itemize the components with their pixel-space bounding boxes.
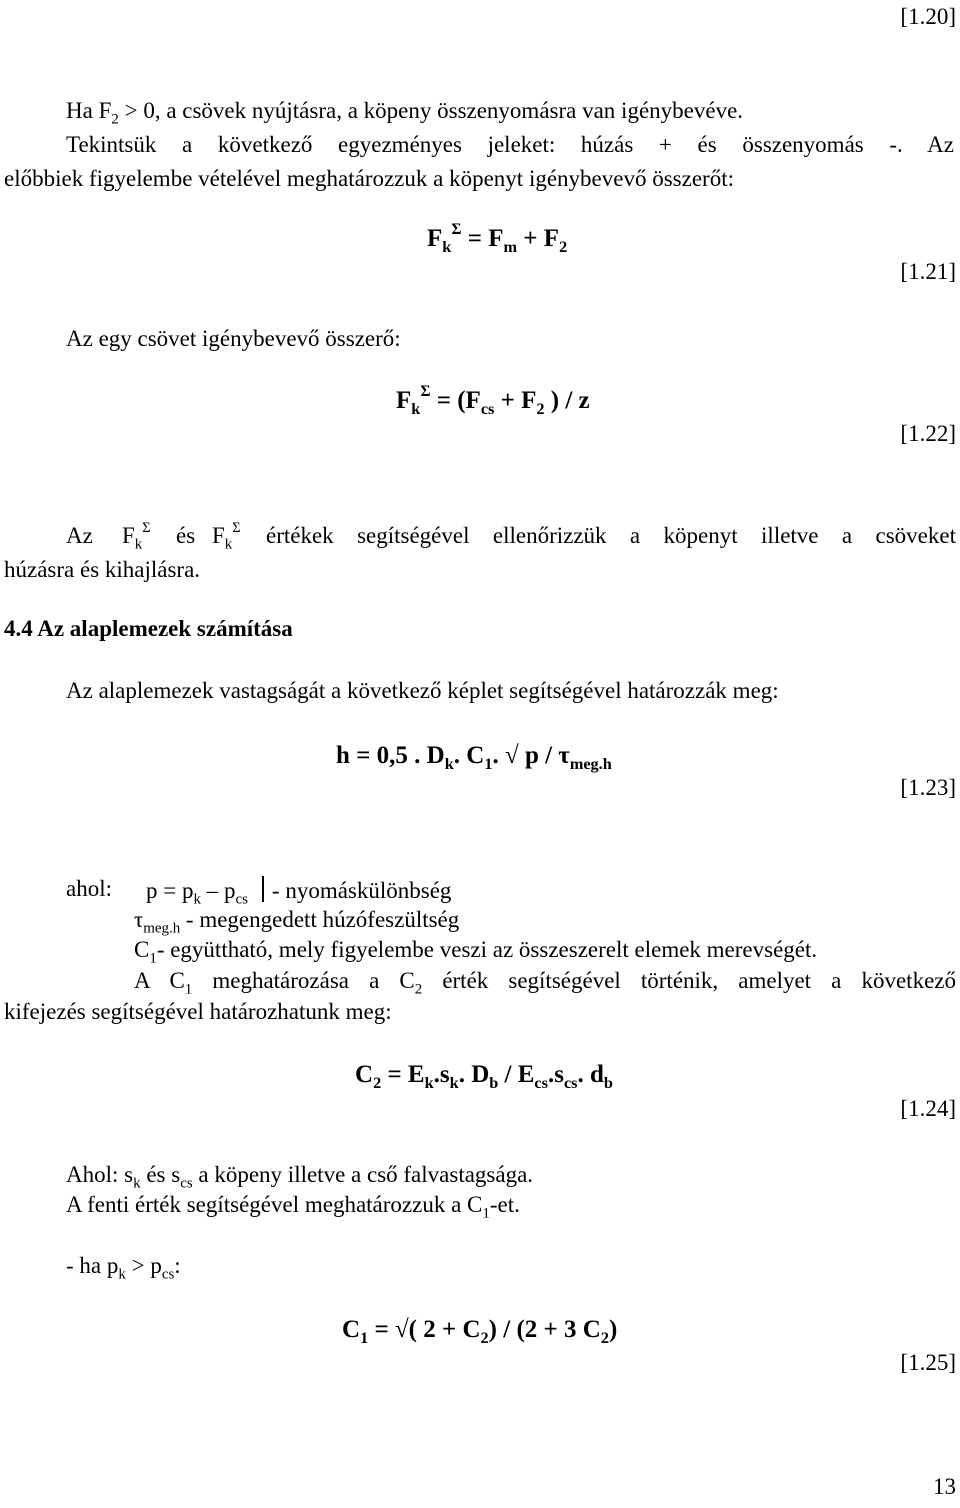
superscript: Σ — [142, 520, 151, 537]
formula-1-22 — [396, 383, 590, 418]
subscript: 1 — [360, 1329, 369, 1347]
text-run: - megengedett húzófeszültség — [180, 907, 460, 932]
paragraph-line — [66, 98, 744, 128]
subscript: k — [224, 536, 233, 553]
subscript: 2 — [559, 238, 568, 256]
formula-text: / E — [498, 1061, 535, 1088]
subscript: k — [133, 1175, 141, 1192]
formula-text: ( 2 + C — [408, 1316, 481, 1343]
definition-p — [146, 876, 452, 908]
formula-1-21 — [427, 221, 568, 256]
text-run: meghatározása a C — [192, 968, 415, 993]
formula-text: F — [427, 225, 443, 252]
formula-text: + F — [494, 387, 537, 414]
definitions-label: ahol: — [66, 876, 112, 901]
subscript: 2 — [111, 111, 119, 128]
subscript: 2 — [414, 981, 423, 998]
superscript: Σ — [420, 383, 431, 401]
text-run: – p — [200, 878, 236, 903]
paragraph-line — [66, 523, 93, 549]
text-run: érték segítségével történik, amelyet a következő — [422, 968, 956, 993]
text-run: : — [174, 1253, 181, 1278]
formula-1-24 — [355, 1061, 613, 1090]
text-run: - együttható, mely figyelembe veszi az összeszerelt elemek merevségét. — [156, 937, 818, 962]
equation-label-1-25: [1.25] — [900, 1350, 956, 1375]
paragraph-line — [66, 1192, 520, 1222]
equation-label-1-22: [1.22] — [900, 421, 956, 446]
text-run: τ — [134, 907, 144, 932]
formula-text: F — [396, 387, 412, 414]
subscript: cs — [534, 1074, 548, 1092]
subscript: b — [603, 1074, 613, 1092]
text-run: A fenti érték segítségével meghatározzuk a C — [66, 1192, 483, 1217]
paragraph-line: Tekintsük a következő egyezményes jeleket: húzás + és összenyomás -. Az — [66, 132, 954, 157]
subscript: k — [411, 400, 421, 418]
equation-label-1-21: [1.21] — [900, 259, 956, 284]
square-root-symbol: √ — [504, 742, 519, 769]
text-run: F — [212, 523, 225, 548]
paragraph-line: Az alaplemezek vastagságát a következő képlet segítségével határozzák meg: — [66, 678, 779, 703]
subscript: meg.h — [569, 755, 612, 773]
page-number: 13 — [933, 1474, 956, 1499]
text-run: p = p — [146, 878, 194, 903]
formula-text: . d — [577, 1061, 604, 1088]
formula-text: . — [492, 742, 499, 769]
section-heading: 4.4 Az alaplemezek számítása — [4, 616, 293, 641]
subscript: k — [449, 1074, 459, 1092]
subscript: cs — [480, 400, 495, 418]
subscript: m — [503, 238, 518, 256]
square-root-symbol: √ — [394, 1316, 409, 1343]
subscript: cs — [563, 1074, 578, 1092]
formula-text: ) / (2 + 3 C — [488, 1316, 601, 1343]
text-run: és s — [140, 1162, 181, 1187]
equation-label-1-24: [1.24] — [900, 1096, 956, 1121]
text-run: > 0, a csövek nyújtásra, a köpeny összenyomásra van igénybevéve. — [118, 98, 744, 123]
formula-text: C — [355, 1061, 374, 1088]
subscript: 2 — [536, 400, 545, 418]
definition-tau — [134, 907, 460, 937]
vertical-bar — [262, 876, 264, 902]
text-run: Ahol: s — [66, 1162, 134, 1187]
formula-text: .s — [433, 1061, 450, 1088]
subscript: 2 — [373, 1074, 382, 1092]
paragraph-line — [66, 1162, 534, 1192]
formula-text: + F — [517, 225, 560, 252]
text-run: -et. — [489, 1192, 520, 1217]
subscript: 1 — [484, 755, 493, 773]
subscript: cs — [180, 1175, 193, 1192]
superscript: Σ — [451, 221, 462, 239]
definition-c1 — [134, 937, 818, 967]
subscript: cs — [161, 1266, 175, 1283]
formula-1-25 — [342, 1316, 617, 1345]
formula-text: = F — [461, 225, 504, 252]
symbol-fk-sigma — [122, 520, 151, 553]
formula-text: p / τ — [518, 742, 570, 769]
formula-text: = — [368, 1316, 395, 1343]
paragraph-line: előbbiek figyelembe vételével meghatározzuk a köpenyt igénybevevő összerőt: — [4, 166, 734, 191]
subscript: 1 — [482, 1205, 490, 1222]
text-run: C — [134, 937, 150, 962]
text-run: és — [176, 523, 196, 548]
paragraph-line: Az egy csövet igénybevevő összerő: — [66, 326, 401, 351]
formula-text: = E — [381, 1061, 425, 1088]
paragraph-line: húzásra és kihajlásra. — [4, 557, 201, 582]
text-run: A C — [134, 968, 185, 993]
paragraph-line — [134, 968, 956, 998]
text-run: > p — [125, 1253, 162, 1278]
formula-text: ) / z — [544, 387, 590, 414]
subscript: 1 — [149, 950, 157, 967]
subscript: k — [442, 238, 452, 256]
formula-text: .s — [547, 1061, 564, 1088]
text-run: F — [122, 523, 135, 548]
formula-text: C — [342, 1316, 361, 1343]
condition-line — [66, 1253, 181, 1283]
formula-text: ) — [608, 1316, 618, 1343]
subscript: 1 — [184, 981, 193, 998]
subscript: 2 — [600, 1329, 609, 1347]
formula-text: = (F — [430, 387, 481, 414]
subscript: k — [118, 1266, 126, 1283]
text-run: Az — [66, 523, 93, 548]
subscript: cs — [235, 891, 248, 908]
paragraph-line: értékek segítségével ellenőrizzük a köpenyt illetve a csöveket — [266, 523, 956, 548]
equation-label-1-20: [1.20] — [900, 4, 956, 29]
subscript: 2 — [480, 1329, 489, 1347]
subscript: k — [193, 891, 201, 908]
text-run: - nyomáskülönbség — [271, 878, 452, 903]
superscript: Σ — [232, 520, 241, 537]
formula-text: . C — [453, 742, 485, 769]
formula-text: . D — [458, 1061, 490, 1088]
text-run: a köpeny illetve a cső falvastagsága. — [192, 1162, 534, 1187]
paragraph-line: kifejezés segítségével határozhatunk meg: — [4, 999, 392, 1024]
subscript: k — [444, 755, 454, 773]
symbol-fk-sigma — [212, 520, 241, 553]
subscript: k — [424, 1074, 434, 1092]
subscript: meg.h — [143, 920, 181, 937]
text-run: Ha F — [66, 98, 112, 123]
equation-label-1-23: [1.23] — [900, 775, 956, 800]
formula-text: h = 0,5 . D — [336, 742, 445, 769]
formula-1-23 — [336, 742, 612, 771]
subscript: k — [134, 536, 143, 553]
text-run: - ha p — [66, 1253, 119, 1278]
subscript: b — [489, 1074, 499, 1092]
